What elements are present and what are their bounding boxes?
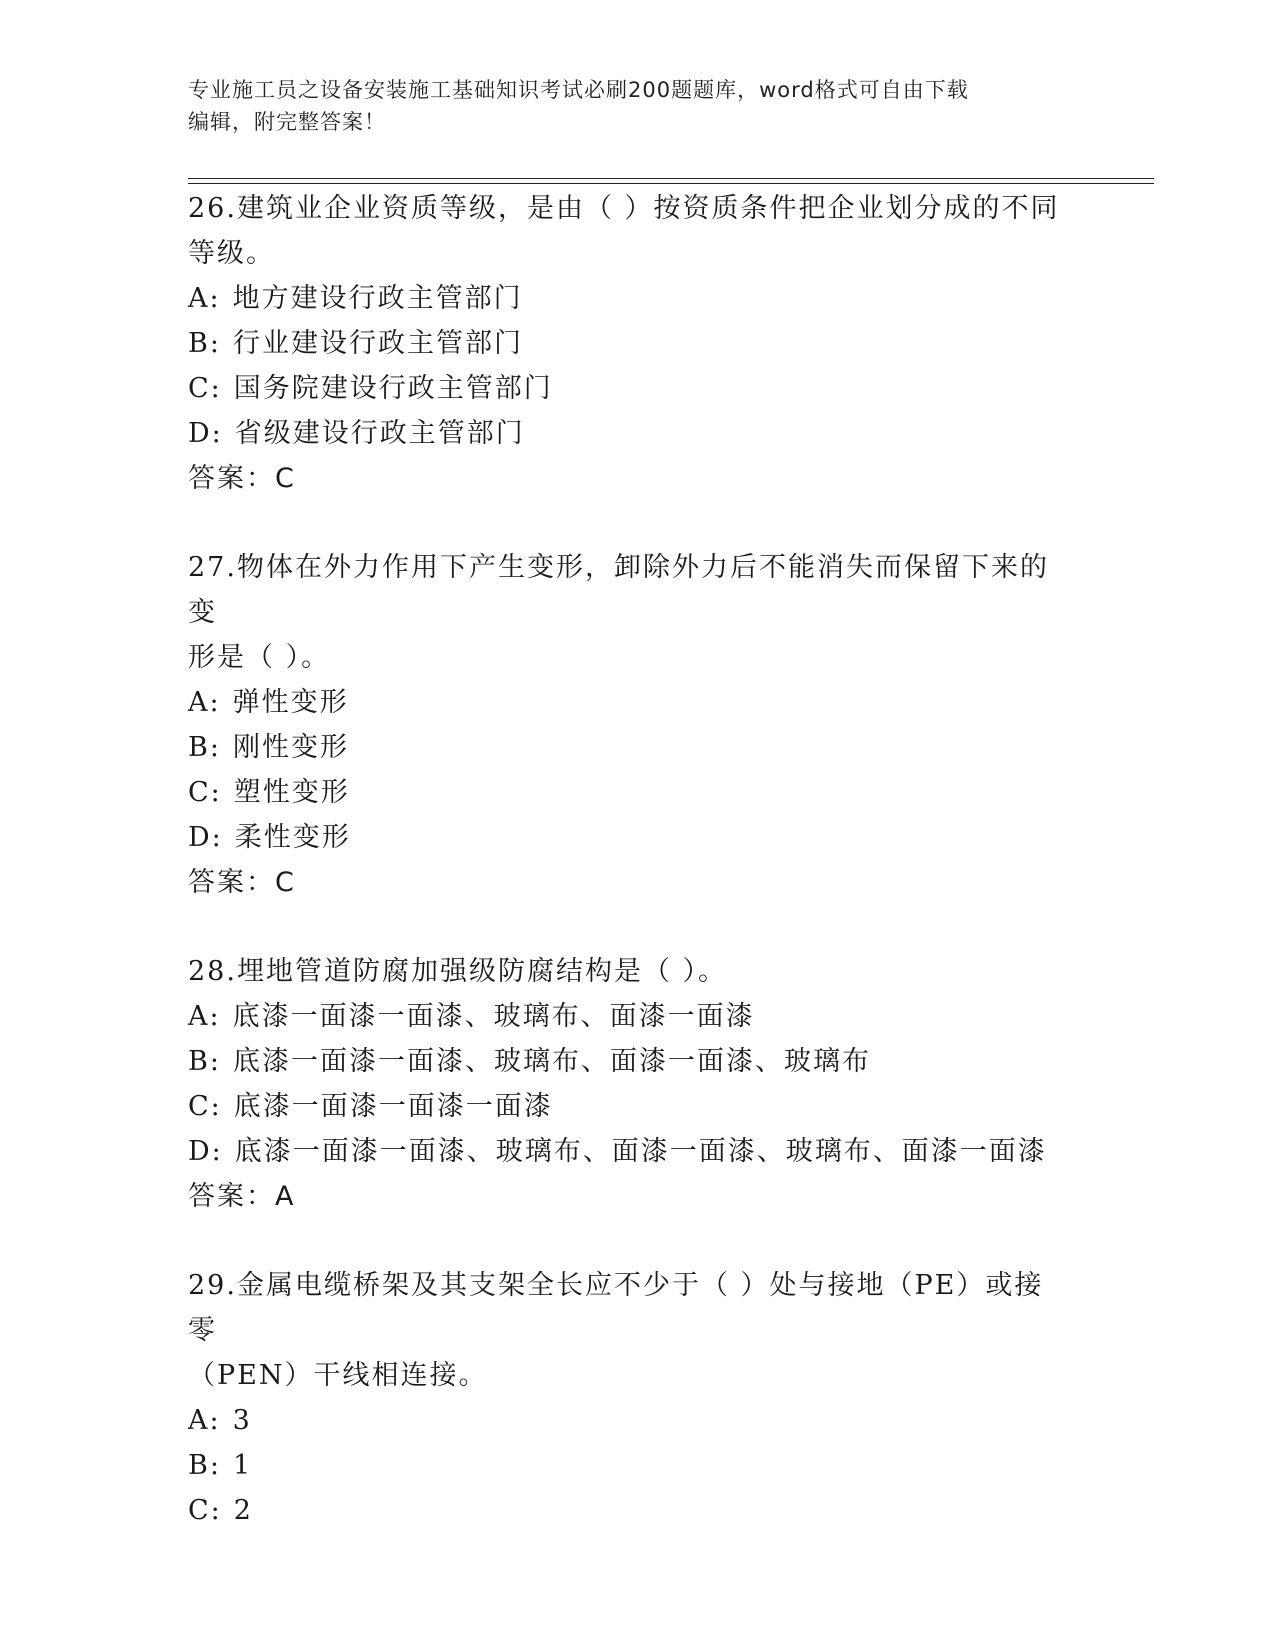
question-stem [188,1263,1068,1398]
option-d [188,815,1068,860]
option-text: 底漆一面漆一面漆、玻璃布、面漆一面漆 [232,1001,755,1032]
option-label: C: [188,373,222,404]
option-text: 底漆一面漆一面漆一面漆 [233,1091,553,1122]
header-title-line1: 专业施工员之设备安装施工基础知识考试必刷200题题库，word格式可自由下载 [188,78,969,102]
option-c [188,770,1068,815]
option-a [188,994,1068,1039]
question-27 [188,545,1068,905]
option-label: A: [188,1405,221,1436]
option-text: 2 [233,1495,253,1526]
option-label: B: [188,1450,221,1481]
option-label: A: [188,1001,221,1032]
option-c [188,366,1068,411]
option-b [188,321,1068,366]
question-stem-line2: 等级。 [188,238,275,269]
option-text: 刚性变形 [232,732,349,763]
option-text: 3 [232,1405,252,1436]
question-stem [188,545,1068,680]
option-label: B: [188,1046,221,1077]
document-header [188,74,1068,138]
answer: 答案：C [188,463,296,494]
question-stem-line1: 29.金属电缆桥架及其支架全长应不少于（ ）处与接地（PE）或接零 [188,1270,1044,1346]
question-29 [188,1263,1068,1533]
option-label: D: [188,418,223,449]
option-text: 底漆一面漆一面漆、玻璃布、面漆一面漆、玻璃布、面漆一面漆 [234,1136,1047,1167]
option-a [188,1398,1068,1443]
option-b [188,1039,1068,1084]
option-text: 底漆一面漆一面漆、玻璃布、面漆一面漆、玻璃布 [232,1046,871,1077]
header-double-rule [188,178,1154,184]
header-title-line2: 编辑，附完整答案！ [188,110,386,134]
option-b [188,725,1068,770]
option-a [188,276,1068,321]
option-c [188,1488,1068,1533]
option-a [188,680,1068,725]
option-c [188,1084,1068,1129]
option-label: D: [188,1136,223,1167]
question-stem-line1: 27.物体在外力作用下产生变形，卸除外力后不能消失而保留下来的变 [188,552,1049,628]
option-text: 国务院建设行政主管部门 [233,373,553,404]
answer: 答案：C [188,867,296,898]
option-d [188,1129,1068,1174]
option-label: D: [188,822,223,853]
question-28 [188,949,1068,1219]
option-text: 省级建设行政主管部门 [234,418,525,449]
question-stem-line1: 26.建筑业企业资质等级，是由（ ）按资质条件把企业划分成的不同 [188,193,1060,224]
option-text: 弹性变形 [232,687,349,718]
option-label: A: [188,283,221,314]
answer: 答案：A [188,1181,296,1212]
question-stem [188,186,1068,276]
option-label: C: [188,1495,222,1526]
option-label: B: [188,732,221,763]
option-text: 塑性变形 [233,777,350,808]
question-list [188,186,1068,1577]
option-label: C: [188,1091,222,1122]
option-label: B: [188,328,221,359]
option-text: 地方建设行政主管部门 [232,283,523,314]
question-stem-line1: 28.埋地管道防腐加强级防腐结构是（ ）。 [188,956,728,987]
option-text: 1 [232,1450,253,1481]
question-stem-line2: （PEN）干线相连接。 [188,1360,488,1391]
question-stem-line2: 形是（ ）。 [188,642,331,673]
question-stem [188,949,1068,994]
question-26 [188,186,1068,501]
option-label: C: [188,777,222,808]
option-text: 柔性变形 [234,822,351,853]
option-d [188,411,1068,456]
option-b [188,1443,1068,1488]
option-label: A: [188,687,221,718]
option-text: 行业建设行政主管部门 [232,328,523,359]
